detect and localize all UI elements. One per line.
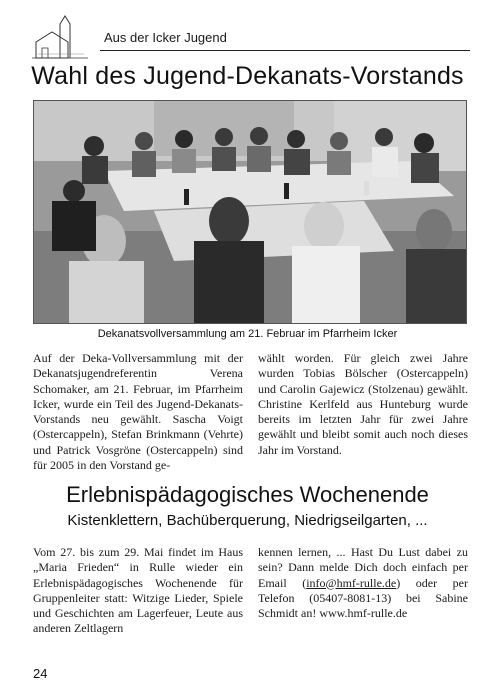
article-text-column-2: wählt worden. Für gleich zwei Jahre wurden Tobias Bölscher (Ostercappeln) und Carolin Gajewicz (Stolzenau) gewählt. Christine Kerlfeld aus Hunteburg wurde bereits im letzten Jahr für zwei Jahre gewählt und bleibt somit auch noch dieses Jahr im Vorstand. <box>258 351 468 457</box>
email-link[interactable]: info@hmf-rulle.de <box>306 575 397 590</box>
church-logo-icon <box>30 14 90 62</box>
second-article-headline: Erlebnispädagogisches Wochenende <box>66 482 429 507</box>
meeting-photo <box>33 100 467 324</box>
article-text-column-1: Auf der Deka-Vollversammlung mit der Dekanatsjugendreferentin Verena Schomaker, am 21. Februar, im Pfarrheim Icker, wurde ein Teil des Jugend-Dekanats-Vorstands neu gewählt. Sascha Voigt (Ostercappeln), Stefan Brinkmann (Vehrte) und Patrick Vosgröne (Ostercappeln) sind für 2005 in den Vorstand ge- <box>33 351 243 473</box>
second-article-text-column-2 <box>258 545 468 621</box>
photo-caption: Dekanatsvollversammlung am 21. Februar im Pfarrheim Icker <box>97 328 398 340</box>
header-divider <box>100 50 470 51</box>
article-headline: Wahl des Jugend-Dekanats-Vorstands <box>31 62 464 90</box>
section-label: Aus der Icker Jugend <box>104 30 227 45</box>
second-article-text-column-1: Vom 27. bis zum 29. Mai findet im Haus „Maria Frieden“ in Rulle wieder ein Erlebnispädagogisches Wochenende für Gruppenleiter statt: Witzige Lieder, Spiele und Geschichten am Lagerfeuer, Leute aus anderen Zeltlagern <box>33 545 243 636</box>
page-number: 24 <box>33 666 48 681</box>
second-article-subheadline: Kistenklettern, Bachüberquerung, Niedrigseilgarten, ... <box>67 512 428 529</box>
contact-text-intro: kennen lernen, ... Hast Du Lust dabei zu sein? Dann melde Dich doch einfach per Email ( <box>258 545 468 590</box>
contact-text-outro: ) oder per Telefon (05407-8081-13) bei Sabine Schmidt an! www.hmf-rulle.de <box>258 575 469 621</box>
